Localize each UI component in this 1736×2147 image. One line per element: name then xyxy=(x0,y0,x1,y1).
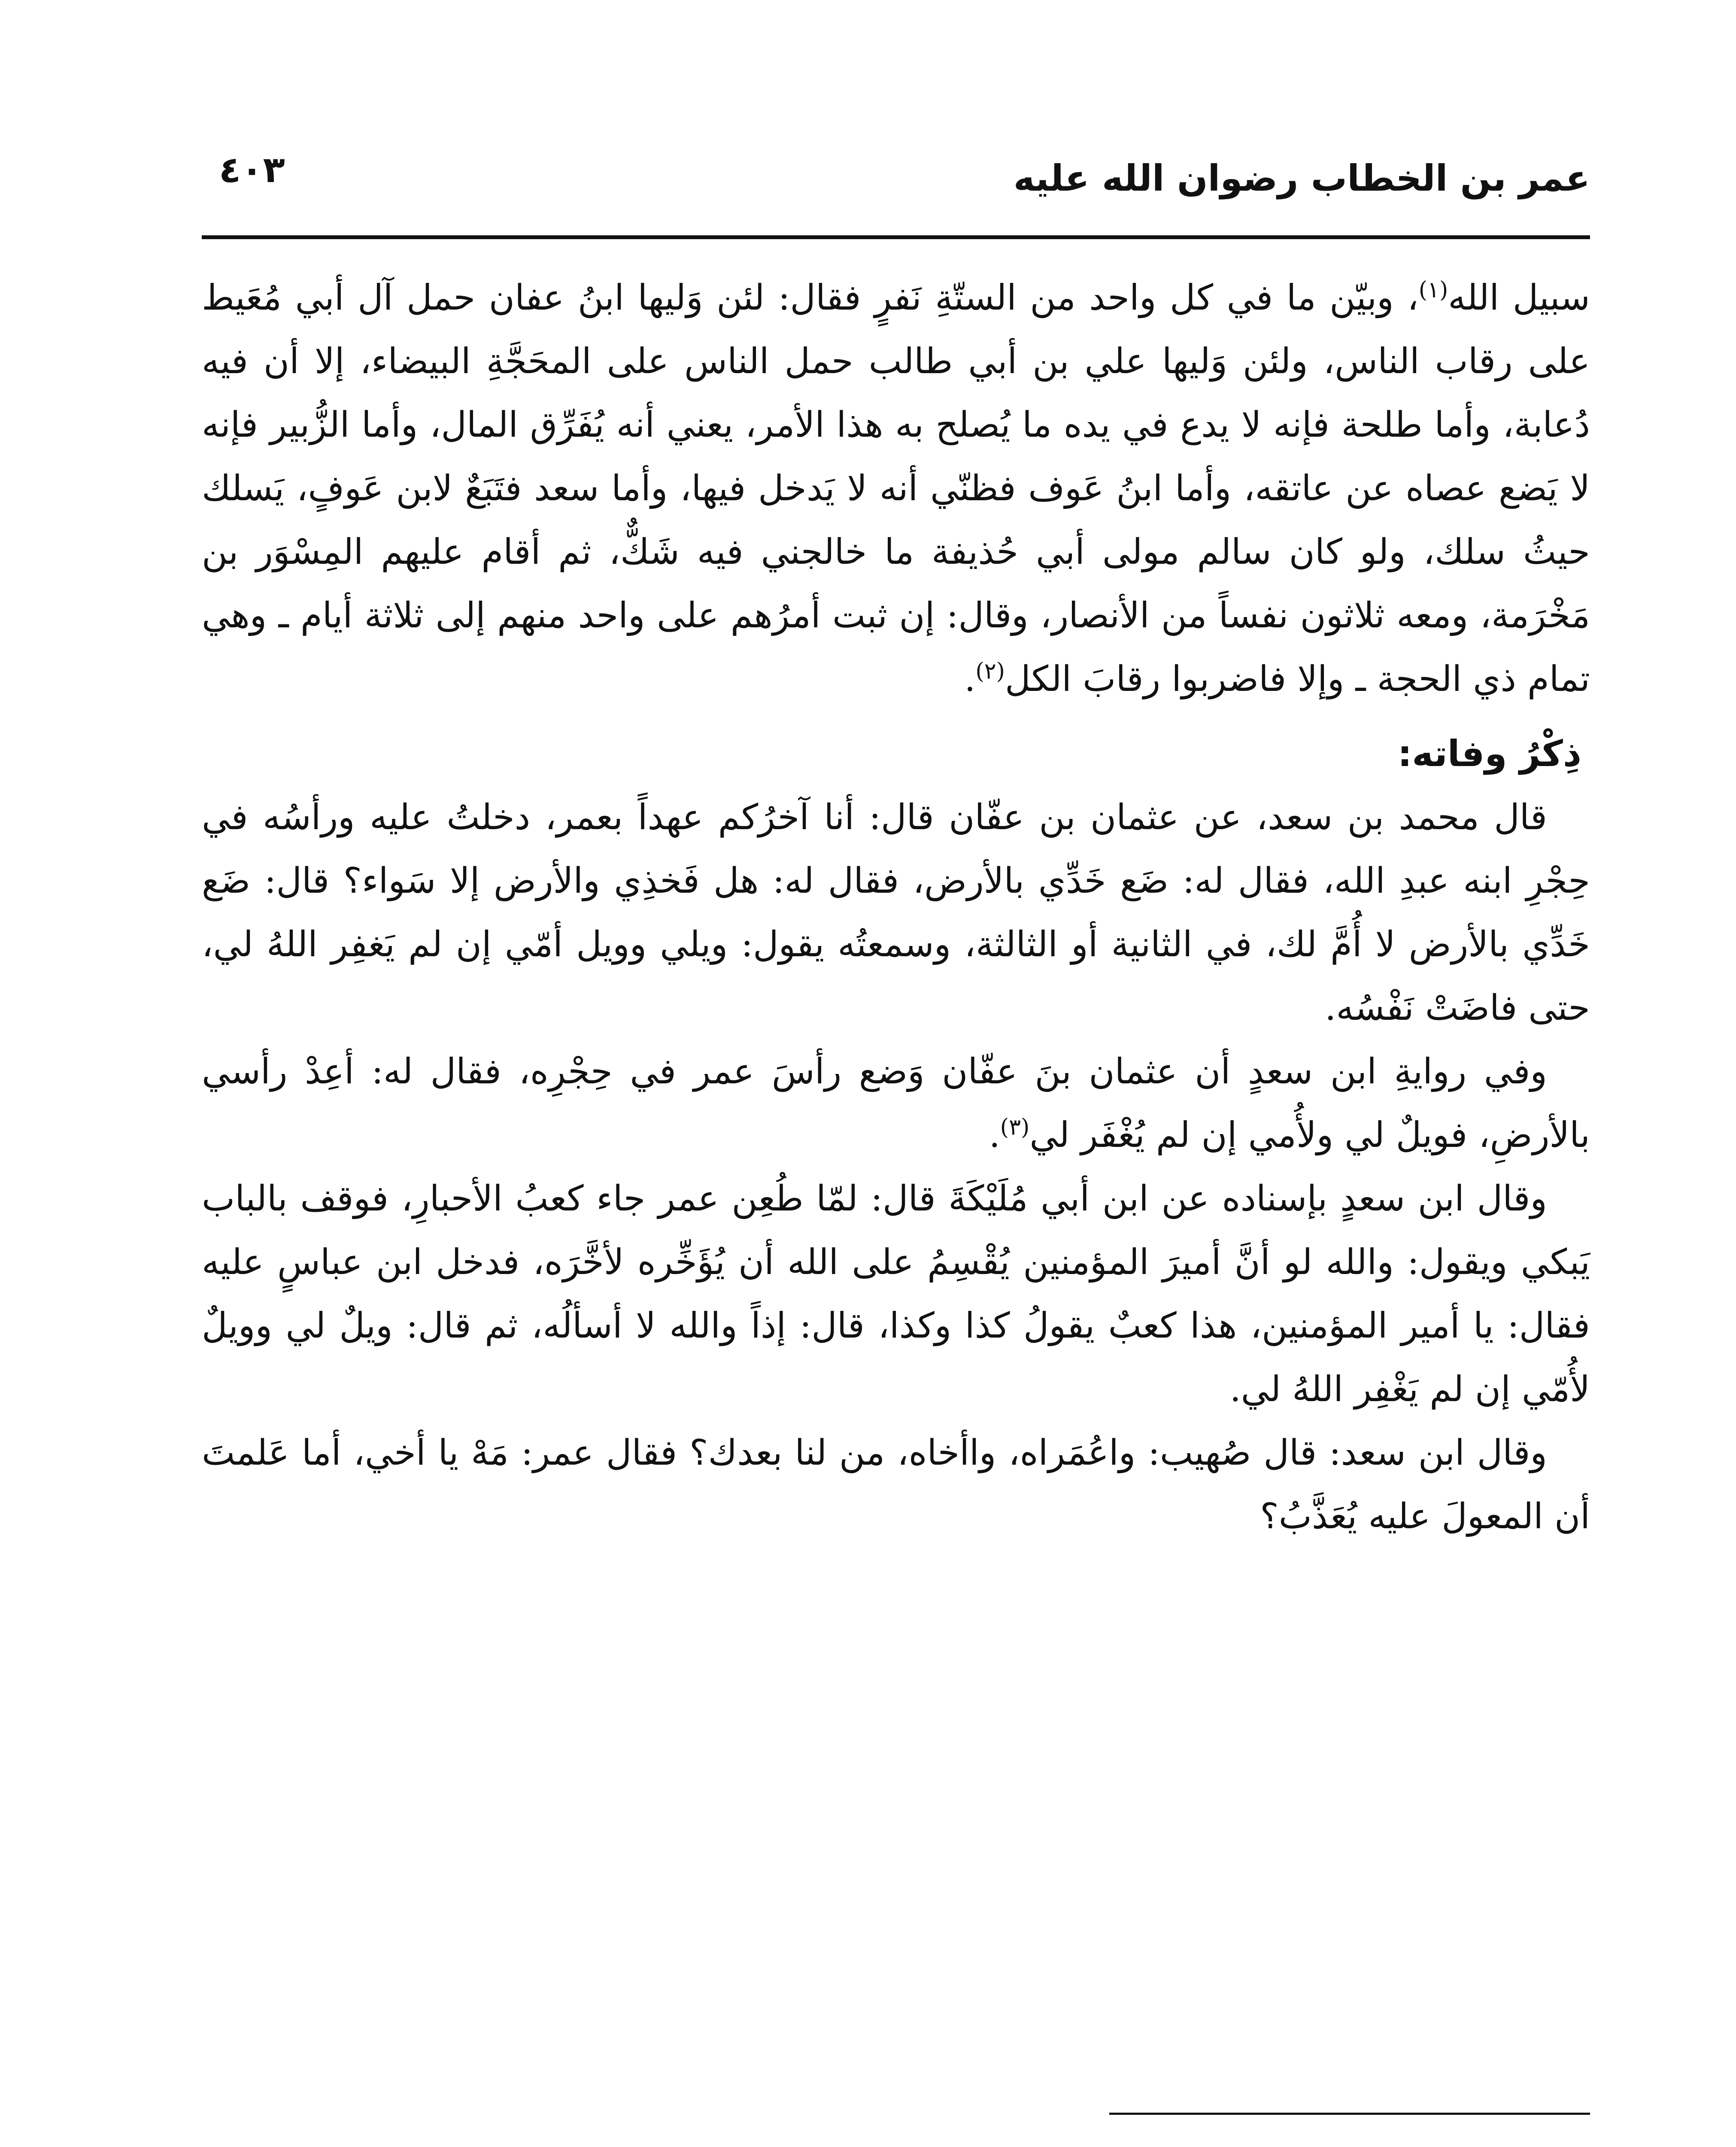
footnote-rule xyxy=(1109,2113,1590,2115)
footnotes xyxy=(202,2138,1590,2147)
paragraph-4: وقال ابن سعدٍ بإسناده عن ابن أبي مُلَيْكَةَ قال: لمّا طُعِن عمر جاء كعبُ الأحبارِ، فوقف بالباب يَبكي ويقول: والله لو أنَّ أميرَ المؤمنين يُقْسِمُ على الله أن يُؤَخِّره لأخَّرَه، فدخل ابن عباسٍ عليه فقال: يا أمير المؤمنين، هذا كعبٌ يقولُ كذا وكذا، قال: إذاً والله لا أسألُه، ثم قال: ويلٌ لي وويلٌ لأُمّي إن لم يَغْفِر اللهُ لي. xyxy=(202,1178,1590,1410)
paragraph-1 xyxy=(202,266,1590,711)
main-text xyxy=(202,266,1590,1548)
paragraph-3-body: وفي روايةِ ابن سعدٍ أن عثمان بنَ عفّان وَضع رأسَ عمر في حِجْرِه، فقال له: أعِدْ رأسي بالأرضِ، فويلٌ لي ولأُمي إن لم يُغْفَر لي xyxy=(202,1051,1590,1156)
paragraph-5: وقال ابن سعد: قال صُهيب: واعُمَراه، واأخاه، من لنا بعدك؟ فقال عمر: مَهْ يا أخي، أما عَلمتَ أن المعولَ عليه يُعَذَّبُ؟ xyxy=(202,1432,1590,1537)
paragraph-1-body: ، وبيّن ما في كل واحد من الستّةِ نَفرٍ فقال: لئن وَليها ابنُ عفان حمل آل أبي مُعَيط على رقاب الناس، ولئن وَليها علي بن أبي طالب حمل الناس على المحَجَّةِ البيضاء، إلا أن فيه دُعابة، وأما طلحة فإنه لا يدع في يده ما يُصلح به هذا الأمر، يعني أنه يُفَرِّق المال، وأما الزُّبير فإنه لا يَضع عصاه عن عاتقه، وأما ابنُ عَوف فظنّي أنه لا يَدخل فيها، وأما سعد فتَبَعٌ لابن عَوفٍ، يَسلك حيثُ سلك، ولو كان سالم مولى أبي حُذيفة ما خالجني فيه شَكٌّ، ثم أقام عليهم المِسْوَر بن مَخْرَمة، ومعه ثلاثون نفساً من الأنصار، وقال: إن ثبت أمرُهم على واحد منهم إلى ثلاثة أيام ـ وهي تمام ذي الحجة ـ وإلا فاضربوا رقابَ الكل xyxy=(202,277,1590,699)
paragraph-1-start: سبيل الله xyxy=(1448,277,1590,318)
footnote-marker-3: (٣) xyxy=(1000,1114,1030,1140)
paragraph-2: قال محمد بن سعد، عن عثمان بن عفّان قال: أنا آخرُكم عهداً بعمر، دخلتُ عليه ورأسُه في حِجْرِ ابنه عبدِ الله، فقال له: ضَع خَدِّي بالأرض، فقال له: هل فَخذِي والأرض إلا سَواء؟ قال: ضَع خَدِّي بالأرض لا أُمَّ لك، في الثانية أو الثالثة، وسمعتُه يقول: ويلي وويل أمّي إن لم يَغفِر اللهُ لي، حتى فاضَتْ نَفْسُه. xyxy=(202,797,1590,1028)
paragraph-1-end: . xyxy=(964,659,976,699)
header-rule xyxy=(202,235,1590,239)
running-header xyxy=(202,142,1590,215)
paragraph-3-end: . xyxy=(989,1115,1000,1156)
footnote-marker-2: (٢) xyxy=(975,658,1005,684)
header-title: عمر بن الخطاب رضوان الله عليه xyxy=(1013,157,1590,199)
paragraph-3 xyxy=(202,1040,1590,1167)
footnote-marker-1: (١) xyxy=(1418,277,1448,303)
section-title: ذِكْرُ وفاته: xyxy=(1397,733,1581,775)
page-number: ٤٠٣ xyxy=(219,149,285,191)
footnote xyxy=(202,2138,1590,2147)
